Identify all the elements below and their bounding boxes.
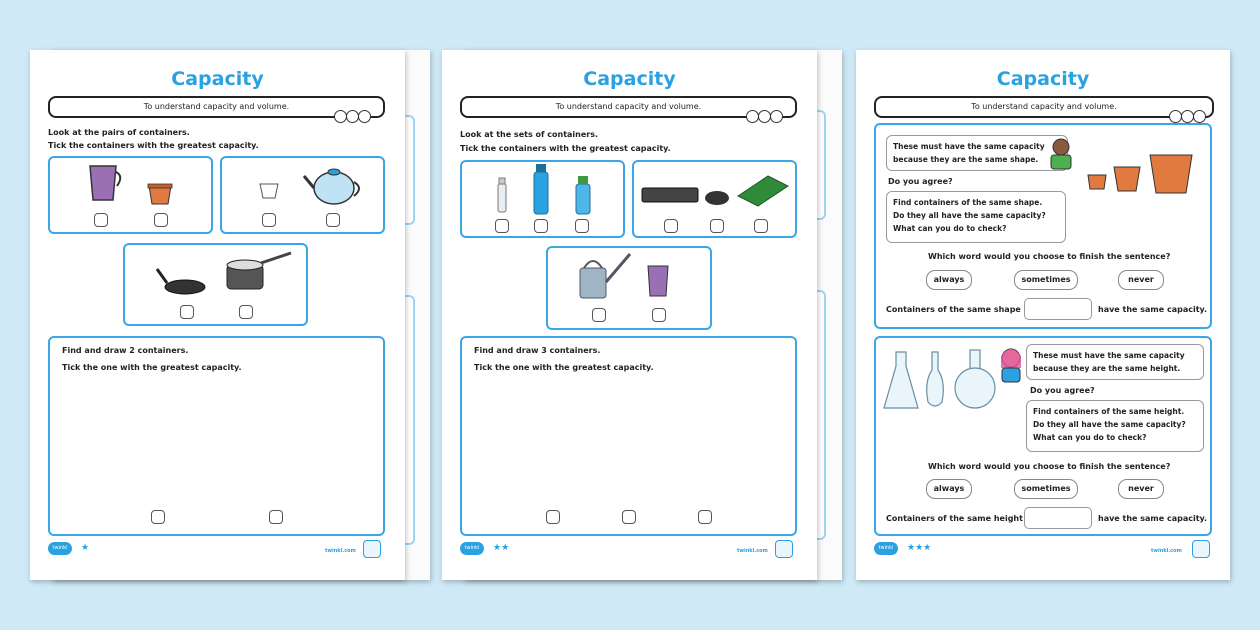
container-pair-box: [220, 156, 385, 234]
twinkl-badge-icon: [363, 540, 381, 558]
word-option-never[interactable]: never: [1118, 479, 1164, 499]
boy-avatar-icon: [1048, 137, 1074, 169]
choose-word-instruction: Which word would you choose to finish the sentence?: [928, 462, 1171, 471]
word-option-never[interactable]: never: [1118, 270, 1164, 290]
sentence-end: have the same capacity.: [1098, 514, 1208, 523]
twinkl-logo: twinkl: [460, 542, 484, 555]
conical-flask-image: [884, 352, 918, 408]
twinkl-logo: twinkl: [48, 542, 72, 555]
tick-box[interactable]: [546, 510, 560, 524]
objective-banner: To understand capacity and volume.: [48, 96, 385, 118]
word-option-always[interactable]: always: [926, 270, 972, 290]
worksheet-1: [30, 50, 405, 580]
speech-line: These must have the same capacity: [1033, 351, 1185, 360]
twinkl-badge-icon: [1192, 540, 1210, 558]
watering-can-image: [572, 252, 632, 298]
footer-url: twinkl.com: [737, 548, 768, 554]
question-2-box: [874, 336, 1212, 536]
prompt-line: Do they all have the same capacity?: [1033, 420, 1186, 429]
jug-image: [84, 164, 124, 204]
small-bottle-image: [496, 178, 508, 212]
tick-box[interactable]: [622, 510, 636, 524]
agree-question: Do you agree?: [1030, 386, 1095, 395]
answer-input[interactable]: [1024, 507, 1092, 529]
drawing-title: Find and draw 3 containers.: [474, 346, 601, 355]
tick-box[interactable]: [495, 219, 509, 233]
footer-url: twinkl.com: [1151, 548, 1182, 554]
teapot-image: [304, 164, 364, 208]
progress-circles: [335, 108, 371, 127]
sentence-start: Containers of the same height: [886, 514, 1023, 523]
objective-banner: To understand capacity and volume.: [874, 96, 1214, 118]
tick-box[interactable]: [652, 308, 666, 322]
word-option-sometimes[interactable]: sometimes: [1014, 479, 1078, 499]
twinkl-badge-icon: [775, 540, 793, 558]
prompt-line: What can you do to check?: [1033, 433, 1147, 442]
tick-box[interactable]: [326, 213, 340, 227]
saucepan-image: [223, 253, 293, 293]
drawing-box[interactable]: [460, 336, 797, 536]
baking-tray-image: [642, 186, 698, 204]
frying-pan-image: [157, 265, 207, 295]
tick-box[interactable]: [180, 305, 194, 319]
speech-bubble: [1026, 344, 1204, 380]
speech-line: These must have the same capacity: [893, 142, 1045, 151]
instruction-line: Tick the containers with the greatest capacity.: [48, 141, 259, 150]
tick-box[interactable]: [239, 305, 253, 319]
progress-circles: [747, 108, 783, 127]
teacup-image: [258, 182, 282, 200]
agree-question: Do you agree?: [888, 177, 953, 186]
speech-bubble: [886, 135, 1068, 171]
tick-box[interactable]: [534, 219, 548, 233]
tick-box[interactable]: [151, 510, 165, 524]
narrow-vase-image: [924, 352, 946, 408]
sports-bottle-image: [574, 176, 592, 214]
answer-input[interactable]: [1024, 298, 1092, 320]
prompt-box: [1026, 400, 1204, 452]
word-option-always[interactable]: always: [926, 479, 972, 499]
stone-image: [704, 190, 730, 206]
worksheet-3: [856, 50, 1230, 580]
page-title: Capacity: [171, 68, 264, 90]
question-1-box: [874, 123, 1212, 329]
instruction-line: Look at the sets of containers.: [460, 130, 599, 139]
container-set-box: [632, 160, 797, 238]
girl-avatar-icon: [998, 346, 1024, 382]
prompt-box: [886, 191, 1066, 243]
difficulty-stars: ★★: [493, 543, 510, 553]
worksheet-2: [442, 50, 817, 580]
difficulty-stars: ★★★: [907, 543, 932, 553]
prompt-line: What can you do to check?: [893, 224, 1007, 233]
objective-banner: To understand capacity and volume.: [460, 96, 797, 118]
prompt-line: Do they all have the same capacity?: [893, 211, 1046, 220]
container-set-box: [460, 160, 625, 238]
page-title: Capacity: [996, 68, 1090, 90]
round-flask-image: [952, 350, 998, 408]
tick-box[interactable]: [592, 308, 606, 322]
tall-bottle-image: [532, 164, 550, 214]
page-title: Capacity: [583, 68, 676, 90]
twinkl-logo: twinkl: [874, 542, 898, 555]
prompt-line: Find containers of the same shape.: [893, 198, 1043, 207]
tick-box[interactable]: [262, 213, 276, 227]
tick-box[interactable]: [698, 510, 712, 524]
difficulty-stars: ★: [81, 543, 90, 553]
tick-box[interactable]: [94, 213, 108, 227]
tick-box[interactable]: [664, 219, 678, 233]
sentence-end: have the same capacity.: [1098, 305, 1208, 314]
drawing-instruction: Tick the one with the greatest capacity.: [474, 363, 654, 372]
speech-line: because they are the same shape.: [893, 155, 1039, 164]
container-pair-box: [48, 156, 213, 234]
drawing-box[interactable]: [48, 336, 385, 536]
purple-jug-image: [646, 264, 670, 298]
container-pair-box: [123, 243, 308, 326]
flowerpots-image: [1086, 153, 1206, 197]
tick-box[interactable]: [575, 219, 589, 233]
green-tray-image: [738, 176, 788, 206]
choose-word-instruction: Which word would you choose to finish the sentence?: [928, 252, 1171, 261]
footer-url: twinkl.com: [325, 548, 356, 554]
tick-box[interactable]: [710, 219, 724, 233]
prompt-line: Find containers of the same height.: [1033, 407, 1185, 416]
flowerpot-image: [148, 184, 172, 204]
sentence-start: Containers of the same shape: [886, 305, 1021, 314]
drawing-title: Find and draw 2 containers.: [62, 346, 189, 355]
container-set-box: [546, 246, 712, 330]
speech-line: because they are the same height.: [1033, 364, 1181, 373]
instruction-line: Tick the containers with the greatest capacity.: [460, 144, 671, 153]
tick-box[interactable]: [269, 510, 283, 524]
tick-box[interactable]: [754, 219, 768, 233]
tick-box[interactable]: [154, 213, 168, 227]
word-option-sometimes[interactable]: sometimes: [1014, 270, 1078, 290]
instruction-line: Look at the pairs of containers.: [48, 128, 190, 137]
drawing-instruction: Tick the one with the greatest capacity.: [62, 363, 242, 372]
